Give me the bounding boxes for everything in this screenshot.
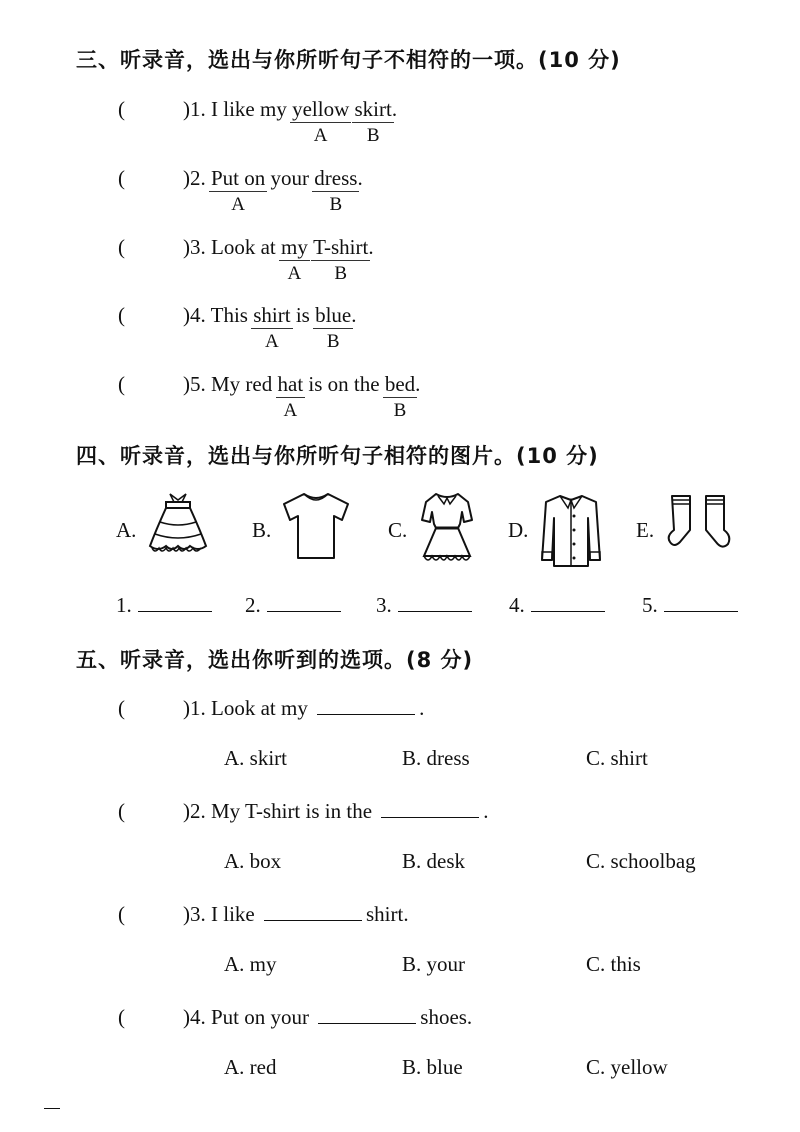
footer-dash [44, 1108, 60, 1109]
choice-option[interactable]: B. blue [402, 1055, 463, 1079]
question-number: 4. [190, 303, 206, 327]
option-a-tag: A [283, 400, 298, 421]
question-number: 3. [190, 902, 206, 926]
picture-label: B. [252, 518, 272, 542]
option-b-underlined: blue B [315, 302, 351, 328]
option-a-tag: A [287, 263, 302, 284]
choice-option[interactable]: C. this [586, 952, 641, 976]
dress-icon [414, 490, 480, 570]
skirt-icon [146, 490, 210, 560]
section3-title: 三、听录音，选出与你所听句子不相符的一项。(10 分) [76, 48, 621, 72]
choice-option[interactable]: B. dress [402, 746, 470, 770]
choice-option[interactable]: C. shirt [586, 746, 648, 770]
choice-option[interactable]: B. desk [402, 849, 465, 873]
option-b-underlined: bed B [385, 371, 415, 397]
picture-options [116, 490, 756, 570]
answer-parentheses[interactable]: ( ) [118, 303, 190, 327]
sentence-end: . [419, 696, 425, 720]
picture-option-a[interactable] [116, 490, 236, 570]
sentence-text: Look at my [211, 696, 314, 720]
sentence-text: is on the [303, 372, 385, 396]
option-a-underlined: yellow A [292, 96, 349, 122]
question-number: 4. [190, 1005, 206, 1029]
section3-question-4 [118, 302, 357, 352]
choice-option[interactable]: C. yellow [586, 1055, 668, 1079]
picture-option-e[interactable] [636, 490, 756, 570]
picture-option-b[interactable] [252, 490, 372, 570]
section5-question-2 [118, 798, 489, 824]
sentence-end: . [415, 372, 421, 396]
question-number: 1. [190, 97, 206, 121]
sentence-end: . [368, 235, 374, 259]
answer-blank-5[interactable]: 5. [642, 593, 738, 618]
option-a-underlined: hat A [278, 371, 304, 397]
option-a-tag: A [265, 331, 279, 352]
sentence-text: Look at [211, 235, 281, 259]
sentence-text: My T-shirt is in the [211, 799, 378, 823]
answer-parentheses[interactable]: ( ) [118, 799, 190, 823]
sentence-end: . [357, 166, 363, 190]
picture-option-d[interactable] [508, 490, 628, 570]
question-number: 5. [190, 372, 206, 396]
sentence-text: I like my [211, 97, 293, 121]
option-b-underlined: skirt B [354, 96, 391, 122]
answer-blank-3[interactable]: 3. [376, 593, 472, 618]
picture-label: E. [636, 518, 655, 542]
section5-question-3 [118, 901, 409, 927]
answer-parentheses[interactable]: ( ) [118, 696, 190, 720]
fill-blank[interactable] [264, 902, 362, 921]
option-a-underlined: shirt A [253, 302, 290, 328]
sentence-end: . [351, 303, 357, 327]
section3-question-1 [118, 96, 398, 146]
picture-option-c[interactable] [388, 490, 508, 570]
sentence-end: . [391, 97, 398, 121]
option-a-tag: A [313, 125, 328, 146]
section3-question-2 [118, 165, 363, 215]
answer-parentheses[interactable]: ( ) [118, 166, 190, 190]
answer-parentheses[interactable]: ( ) [118, 372, 190, 396]
answer-line[interactable] [267, 595, 341, 612]
section3-question-5 [118, 371, 421, 421]
sentence-end: . [483, 799, 489, 823]
choice-option[interactable]: A. red [224, 1055, 277, 1079]
fill-blank[interactable] [381, 799, 479, 818]
section4-title: 四、听录音，选出与你所听句子相符的图片。(10 分) [76, 444, 599, 468]
fill-blank[interactable] [317, 696, 415, 715]
option-a-underlined: $\frac{my}{A}$ [281, 234, 308, 260]
question-number: 2. [190, 166, 206, 190]
question-number: 3. [190, 235, 206, 259]
option-b-underlined: T-shirt B [313, 234, 368, 260]
shirt-icon [538, 490, 604, 570]
option-b-tag: B [366, 125, 380, 146]
choice-option[interactable]: B. your [402, 952, 465, 976]
answer-line[interactable] [664, 595, 738, 612]
choice-option[interactable]: A. box [224, 849, 282, 873]
answer-blank-4[interactable]: 4. [509, 593, 605, 618]
section5-question-1 [118, 695, 424, 721]
picture-label: A. [116, 518, 137, 542]
question-number: 1. [190, 696, 206, 720]
answer-blank-1[interactable]: 1. [116, 593, 212, 618]
option-b-underlined: dress B [314, 165, 357, 191]
answer-parentheses[interactable]: ( ) [118, 97, 190, 121]
answer-parentheses[interactable]: ( ) [118, 902, 190, 926]
sentence-text: your [265, 166, 315, 190]
sentence-text: Put on your [211, 1005, 315, 1029]
option-b-tag: B [326, 331, 340, 352]
choice-option[interactable]: A. skirt [224, 746, 287, 770]
section5-title: 五、听录音，选出你听到的选项。(8 分) [76, 648, 474, 672]
sentence-end: shirt. [365, 902, 409, 926]
option-b-tag: B [393, 400, 407, 421]
answer-line[interactable] [398, 595, 472, 612]
sentence-end: shoes. [420, 1005, 473, 1029]
answer-blank-2[interactable]: 2. [245, 593, 341, 618]
choice-option[interactable]: A. my [224, 952, 277, 976]
tshirt-icon [278, 490, 354, 562]
socks-icon [666, 490, 738, 554]
option-a-tag: A [231, 194, 245, 215]
sentence-text: This [210, 303, 254, 327]
option-b-tag: B [329, 194, 343, 215]
sentence-text: is [290, 303, 316, 327]
section3-question-3 [118, 234, 374, 284]
answer-parentheses[interactable]: ( ) [118, 235, 190, 259]
picture-label: D. [508, 518, 529, 542]
section5-question-4 [118, 1004, 472, 1030]
choice-option[interactable]: C. schoolbag [586, 849, 696, 873]
answer-line[interactable] [138, 595, 212, 612]
fill-blank[interactable] [318, 1005, 416, 1024]
picture-label: C. [388, 518, 408, 542]
answer-line[interactable] [531, 595, 605, 612]
question-number: 2. [190, 799, 206, 823]
answer-parentheses[interactable]: ( ) [118, 1005, 190, 1029]
sentence-text: I like [211, 902, 260, 926]
option-a-underlined: Put on A [211, 165, 265, 191]
option-b-tag: B [334, 263, 348, 284]
sentence-text: My red [211, 372, 278, 396]
